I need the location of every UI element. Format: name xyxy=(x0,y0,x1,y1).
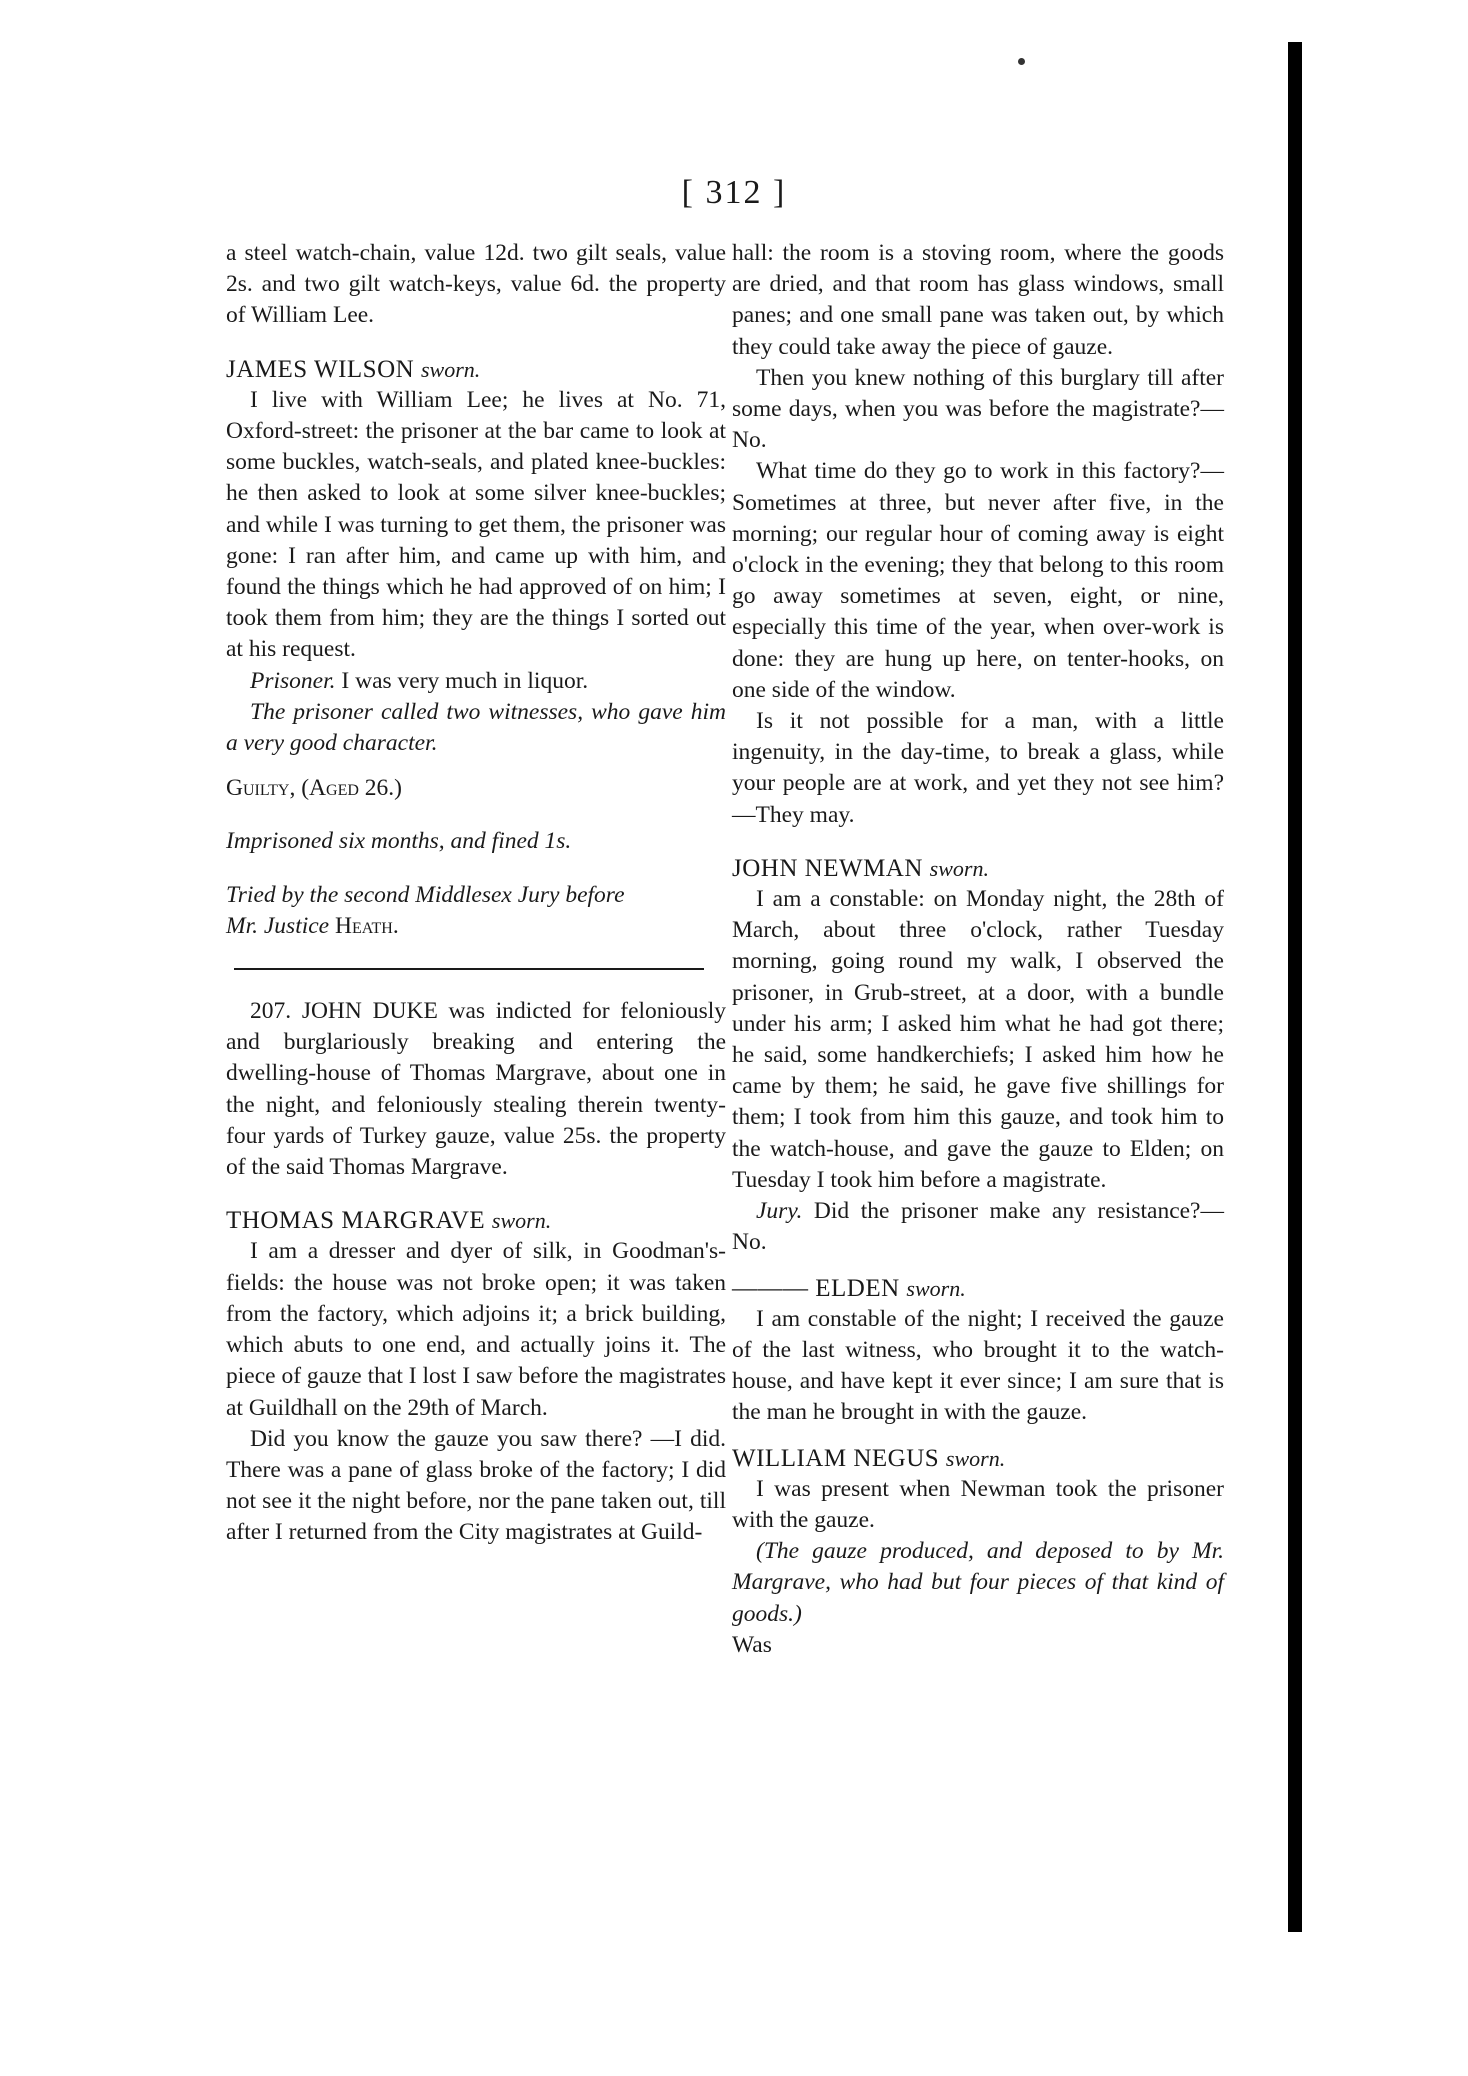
prisoner-statement xyxy=(226,666,726,697)
witness-heading-negus xyxy=(732,1443,1224,1474)
testimony-hall: hall: the room is a stoving room, where the goods are dried, and that room has glass windows, small panes; and one small pane was taken out, by which they could take away the piece of gauze. xyxy=(732,240,1224,360)
speaker-label: Jury. xyxy=(756,1198,803,1225)
paragraph-continuation: a steel watch-chain, value 12d. two gilt seals, value 2s. and two gilt watch-keys, value 6d. the property of William Lee. xyxy=(226,240,726,329)
sworn-label: sworn. xyxy=(906,1275,966,1301)
ink-speck xyxy=(1018,58,1025,65)
witnesses-note: The prisoner called two witnesses, who gave him a very good character. xyxy=(226,698,726,757)
sentence: Imprisoned six months, and fined 1s. xyxy=(226,828,572,855)
question-then: Then you knew nothing of this burglary till after some days, when you was before the magistrate?—No. xyxy=(732,364,1224,454)
witness-name: WILLIAM NEGUS xyxy=(732,1444,940,1472)
testimony-did-you-know: Did you know the gauze you saw there? —I did. There was a pane of glass broke of the factory; I did not see it the night before, nor the pane taken out, till after I returned from the City magistrates at Guild- xyxy=(226,1425,726,1546)
justice-title: Mr. Justice xyxy=(226,912,330,939)
witness-name: JOHN NEWMAN xyxy=(732,854,923,882)
page-number: [ 312 ] xyxy=(681,174,787,211)
tried-by-line2 xyxy=(226,911,726,942)
testimony-margrave: I am a dresser and dyer of silk, in Goodman's-fields: the house was not broke open; it was taken from the factory, which adjoins it; a brick building, which abuts to one end, and actually joins it. The piece of gauze that I lost I saw before the magistrates at Guildhall on the 29th of March. xyxy=(226,1238,726,1421)
question-text: Did the prisoner make any resistance?—No. xyxy=(732,1198,1224,1256)
sworn-label: sworn. xyxy=(491,1208,552,1234)
testimony-wilson: I live with William Lee; he lives at No. 71, Oxford-street: the prisoner at the bar came to look at some buckles, watch-seals, and plated knee-buckles: he then asked to look at some silver knee-buckles; and while I was turning to get them, the prisoner was gone: I ran after him, and came up with him, and found the things which he had approved of on him; I took them from him; they are the things I sorted out at his request. xyxy=(226,386,726,663)
right-column xyxy=(732,238,1224,1661)
witness-name: THOMAS MARGRAVE xyxy=(226,1207,486,1235)
tried-by-line1: Tried by the second Middlesex Jury before xyxy=(226,881,625,908)
sworn-label: sworn. xyxy=(929,855,989,881)
section-divider xyxy=(234,968,704,970)
testimony-elden: I am constable of the night; I received the gauze of the last witness, who brought it to the watch-house, and have kept it ever since; I am sure that is the man he brought in with the gauze. xyxy=(732,1305,1224,1426)
verdict: Guilty, (Aged 26.) xyxy=(226,775,402,802)
witness-name: ——— ELDEN xyxy=(732,1274,900,1302)
witness-heading-elden xyxy=(732,1273,1224,1304)
jury-question xyxy=(732,1196,1224,1258)
sworn-label: sworn. xyxy=(420,356,481,382)
indictment-207: 207. JOHN DUKE was indicted for feloniously and burglariously breaking and entering the dwelling-house of Thomas Margrave, about one in the night, and feloniously stealing therein twenty-four yards of Turkey gauze, value 25s. the property of the said Thomas Margrave. xyxy=(226,998,726,1181)
left-column xyxy=(226,238,726,1549)
testimony-negus: I was present when Newman took the prisoner with the gauze. xyxy=(732,1475,1224,1533)
justice-name: Heath. xyxy=(335,912,399,939)
witness-heading-wilson xyxy=(226,354,726,385)
witness-name: JAMES WILSON xyxy=(226,355,415,383)
page-edge-shadow xyxy=(1288,42,1302,1932)
sworn-label: sworn. xyxy=(945,1445,1006,1471)
question-is-it: Is it not possible for a man, with a little ingenuity, in the day-time, to break a glass, while your people are at work, and yet they not see him?—They may. xyxy=(732,708,1224,828)
statement-text: I was very much in liquor. xyxy=(341,667,589,694)
catchword: Was xyxy=(732,1631,772,1658)
speaker-label: Prisoner. xyxy=(250,667,336,694)
witness-heading-newman xyxy=(732,853,1224,884)
witness-heading-margrave xyxy=(226,1205,726,1236)
gauze-produced-note: (The gauze produced, and deposed to by Mr. Margrave, who had but four pieces of that kind of goods.) xyxy=(732,1538,1224,1627)
testimony-newman: I am a constable: on Monday night, the 28th of March, about three o'clock, rather Tuesday morning, going round my walk, I observed the prisoner, in Grub-street, at a door, with a bundle under his arm; I asked him what he had got there; he said, some handkerchiefs; I asked him how he came by them; he said, he gave five shillings for them; I took from him this gauze, and took him to the watch-house, and gave the gauze to Elden; on Tuesday I took him before a magistrate. xyxy=(732,886,1224,1193)
question-what-time: What time do they go to work in this factory?—Sometimes at three, but never after five, in the morning; our regular hour of coming away is eight o'clock in the evening; they that belong to this room go away sometimes at seven, eight, or nine, especially this time of the year, when over-work is done: they are hung up here, on tenter-hooks, on one side of the window. xyxy=(732,458,1224,703)
